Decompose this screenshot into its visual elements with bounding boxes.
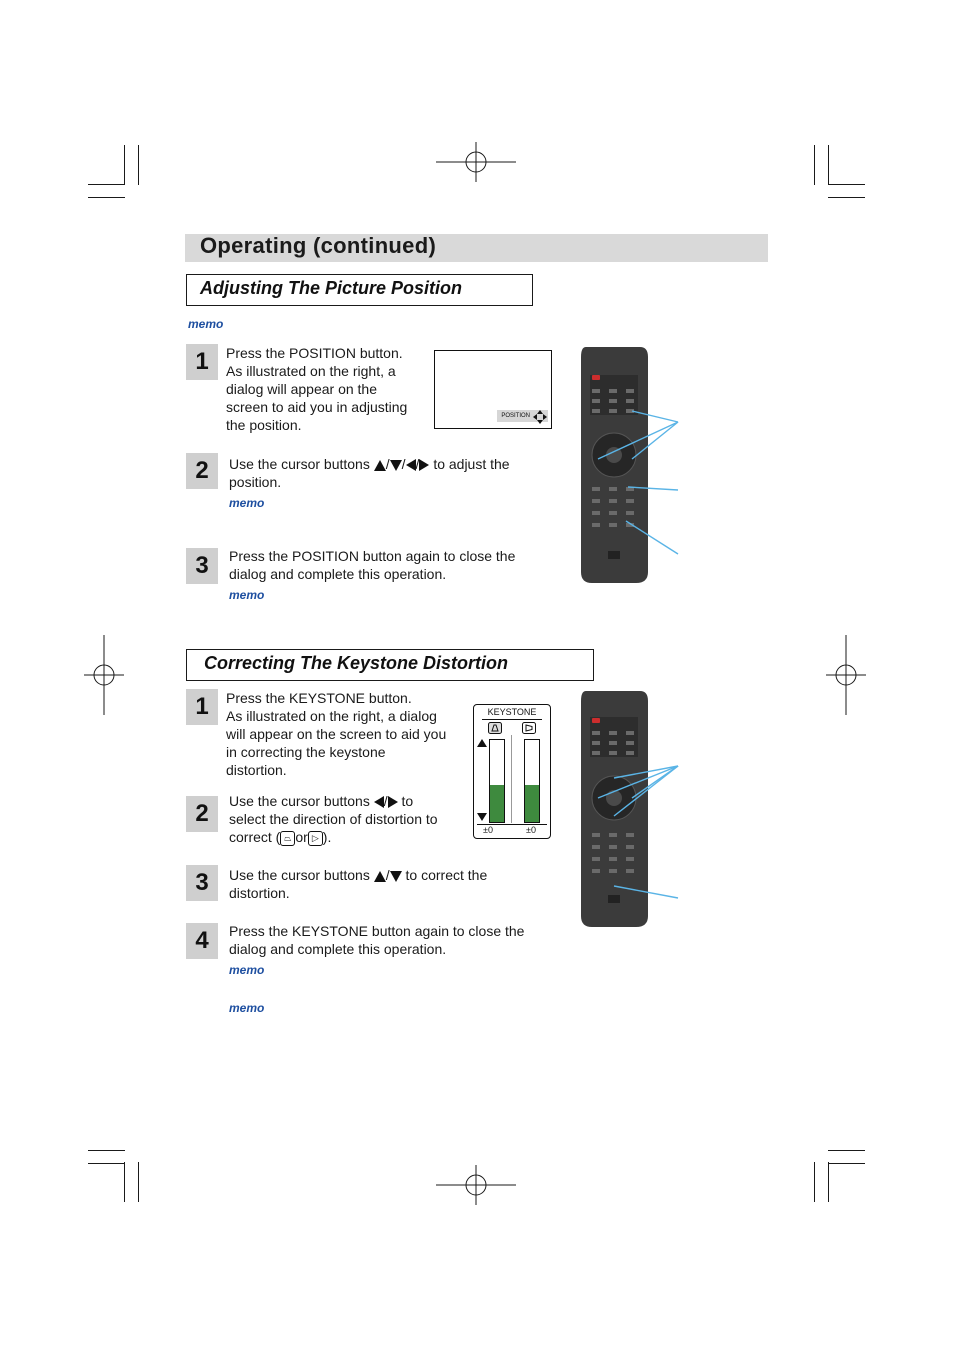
right-arrow-icon — [419, 459, 429, 471]
step-number: 3 — [186, 865, 218, 901]
memo-label: memo — [229, 1001, 265, 1015]
keystone-center-divider — [511, 735, 512, 823]
keystone-dialog-preview — [473, 704, 551, 839]
step-number: 2 — [186, 453, 218, 489]
memo-label: memo — [229, 588, 265, 602]
step-text: Press the KEYSTONE button again to close the dialog and complete this operation. — [229, 923, 525, 957]
keystone-bar-left-fill — [490, 785, 504, 822]
right-arrow-icon — [388, 796, 398, 808]
keystone-down-icon — [477, 813, 487, 821]
left-arrow-icon — [406, 459, 416, 471]
section-title: Adjusting The Picture Position — [200, 278, 463, 298]
keystone-title-divider — [482, 719, 542, 720]
keystone-vertical-icon — [488, 722, 502, 734]
keystone-dialog-title: KEYSTONE — [487, 707, 537, 717]
remote-control-illustration — [578, 347, 688, 587]
step-number: 4 — [186, 923, 218, 959]
keystone-vertical-icon: ⏢ — [280, 831, 295, 846]
move-arrows-icon — [533, 410, 547, 424]
page-title: Operating (continued) — [200, 233, 437, 258]
step-number: 3 — [186, 548, 218, 584]
up-arrow-icon — [374, 871, 386, 882]
keystone-horizontal-icon — [522, 722, 536, 734]
step-text: Use the cursor buttons / to correct the distortion. — [229, 867, 488, 901]
keystone-right-value: ±0 — [526, 825, 536, 835]
keystone-left-value: ±0 — [483, 825, 493, 835]
position-dialog-preview — [434, 350, 552, 429]
step-text: Press the POSITION button again to close the dialog and complete this operation. — [229, 548, 516, 582]
step-number: 1 — [186, 689, 218, 725]
step-text: Use the cursor buttons / to select the direction of distortion to correct ( ⏢ or ▷ ). — [229, 793, 438, 845]
remote-control-illustration — [578, 691, 688, 931]
keystone-bar-right-fill — [525, 785, 539, 822]
step-number: 2 — [186, 796, 218, 832]
step-text: Press the POSITION button. As illustrated on the right, a dialog will appear on the screen to aid you in adjusting the position. — [226, 345, 408, 433]
keystone-up-icon — [477, 739, 487, 747]
registration-mark-right — [826, 635, 866, 715]
step-number: 1 — [186, 344, 218, 380]
registration-mark-bottom — [436, 1165, 516, 1205]
keystone-bar-right — [524, 739, 540, 823]
down-arrow-icon — [390, 460, 402, 471]
up-arrow-icon — [374, 460, 386, 471]
memo-label: memo — [188, 317, 224, 331]
step-text: Press the KEYSTONE button. As illustrated on the right, a dialog will appear on the screen to aid you in correcting the keystone distortion. — [226, 690, 447, 778]
registration-mark-left — [84, 635, 124, 715]
memo-label: memo — [229, 496, 265, 510]
registration-mark-top — [436, 142, 516, 182]
keystone-horizontal-icon: ▷ — [308, 831, 323, 846]
keystone-bar-left — [489, 739, 505, 823]
left-arrow-icon — [374, 796, 384, 808]
memo-label: memo — [229, 963, 265, 977]
section-title: Correcting The Keystone Distortion — [204, 653, 509, 673]
step-text: Use the cursor buttons / / / to adjust the position. — [229, 456, 510, 490]
position-dialog-label: POSITION — [497, 410, 548, 422]
down-arrow-icon — [390, 871, 402, 882]
